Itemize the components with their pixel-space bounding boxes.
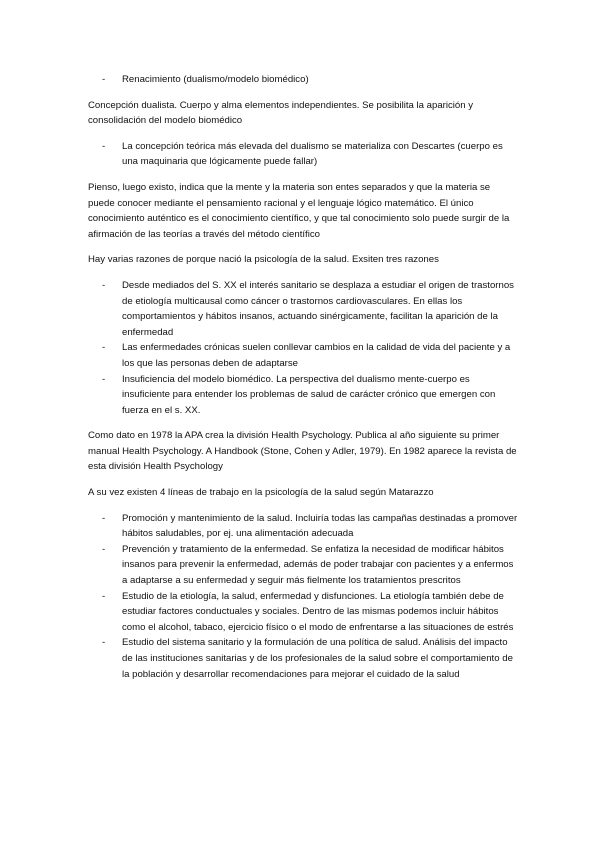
list-item	[88, 589, 518, 636]
dash-bullet: -	[102, 512, 106, 524]
dash-bullet: -	[102, 590, 106, 602]
dash-bullet: -	[102, 74, 106, 85]
list-item	[88, 72, 518, 88]
list-item-text: Estudio de la etiología, la salud, enfermedad y disfunciones. La etiología también debe de estudiar factores conductuales y sociales. Dentro de las mismas podemos incluir hábitos como el alcohol, tabaco, ejercicio físico o el modo de enfrentarse a las situaciones de estrés	[122, 590, 514, 633]
list-item-text: La concepción teórica más elevada del dualismo se materializa con Descartes (cuerpo es una maquinaria que lógicamente puede fallar)	[122, 140, 503, 168]
list-item-text: Prevención y tratamiento de la enfermedad. Se enfatiza la necesidad de modificar hábitos insanos para prevenir la enfermedad, además de poder trabajar con pacientes y a enfermos a adaptarse a su enfermedad y seguir más fielmente los tratamientos prescritos	[122, 543, 514, 587]
list-lineas-trabajo	[88, 511, 518, 683]
dash-bullet: -	[102, 342, 106, 354]
list-razones	[88, 278, 518, 418]
list-item-text: Insuficiencia del modelo biomédico. La perspectiva del dualismo mente-cuerpo es insuficiente para entender los problemas de salud de carácter crónico que emergen con fuerza en el s. XX.	[122, 373, 496, 416]
dash-bullet: -	[102, 637, 106, 649]
paragraph-razones: Hay varias razones de porque nació la psicología de la salud. Exsiten tres razones	[88, 254, 439, 266]
list-item-text: Promoción y mantenimiento de la salud. Incluiría todas las campañas destinadas a promover hábitos saludables, por ej. una alimentación adecuada	[122, 512, 518, 540]
list-item	[88, 511, 518, 542]
dash-bullet: -	[102, 543, 106, 555]
dash-bullet: -	[102, 279, 106, 291]
dash-bullet: -	[102, 373, 106, 385]
paragraph-concepcion-dualista: Concepción dualista. Cuerpo y alma elementos independientes. Se posibilita la aparición y consolidación del modelo biomédico	[88, 99, 474, 127]
list-item-text: Renacimiento (dualismo/modelo biomédico)	[122, 74, 309, 85]
list-item	[88, 372, 518, 419]
list-item	[88, 278, 518, 340]
list-descartes	[88, 139, 518, 170]
list-item-text: Las enfermedades crónicas suelen conllevar cambios en la calidad de vida del paciente y a los que las personas deben de adaptarse	[122, 342, 511, 369]
list-renacimiento	[88, 72, 518, 88]
list-item	[88, 139, 518, 170]
paragraph-apa-dato: Como dato en 1978 la APA crea la división Health Psychology. Publica al año siguiente su primer manual Health Psychology. A Handbook (Stone, Cohen y Adler, 1979). En 1982 aparece la revista de esta división Health Psychology	[88, 430, 517, 473]
paragraph-pienso-luego-existo: Pienso, luego existo, indica que la mente y la materia son entes separados y que la materia se puede conocer mediante el pensamiento racional y el lenguaje lógico matemático. El único conocimiento auténtico es el conocimiento científico, y que tal conocimiento solo puede surgir de la afirmación de las teorías a través del método científico	[88, 181, 510, 240]
list-item	[88, 340, 518, 371]
list-item-text: Desde mediados del S. XX el interés sanitario se desplaza a estudiar el origen de trastornos de etiología multicausal como cáncer o trastornos cardiovasculares. En ellas los comportamientos y hábitos insanos, actuando sinérgicamente, facilitan la aparición de la enfermedad	[122, 279, 514, 338]
dash-bullet: -	[102, 140, 106, 152]
paragraph-matarazzo: A su vez existen 4 líneas de trabajo en la psicología de la salud según Matarazzo	[88, 487, 434, 499]
list-item-text: Estudio del sistema sanitario y la formulación de una política de salud. Análisis del impacto de las instituciones sanitarias y de los profesionales de la salud sobre el comportamiento de la población y desarrollar recomendaciones para mejorar el cuidado de la salud	[122, 637, 513, 680]
list-item	[88, 542, 518, 589]
document-page	[88, 72, 518, 692]
list-item	[88, 635, 518, 682]
